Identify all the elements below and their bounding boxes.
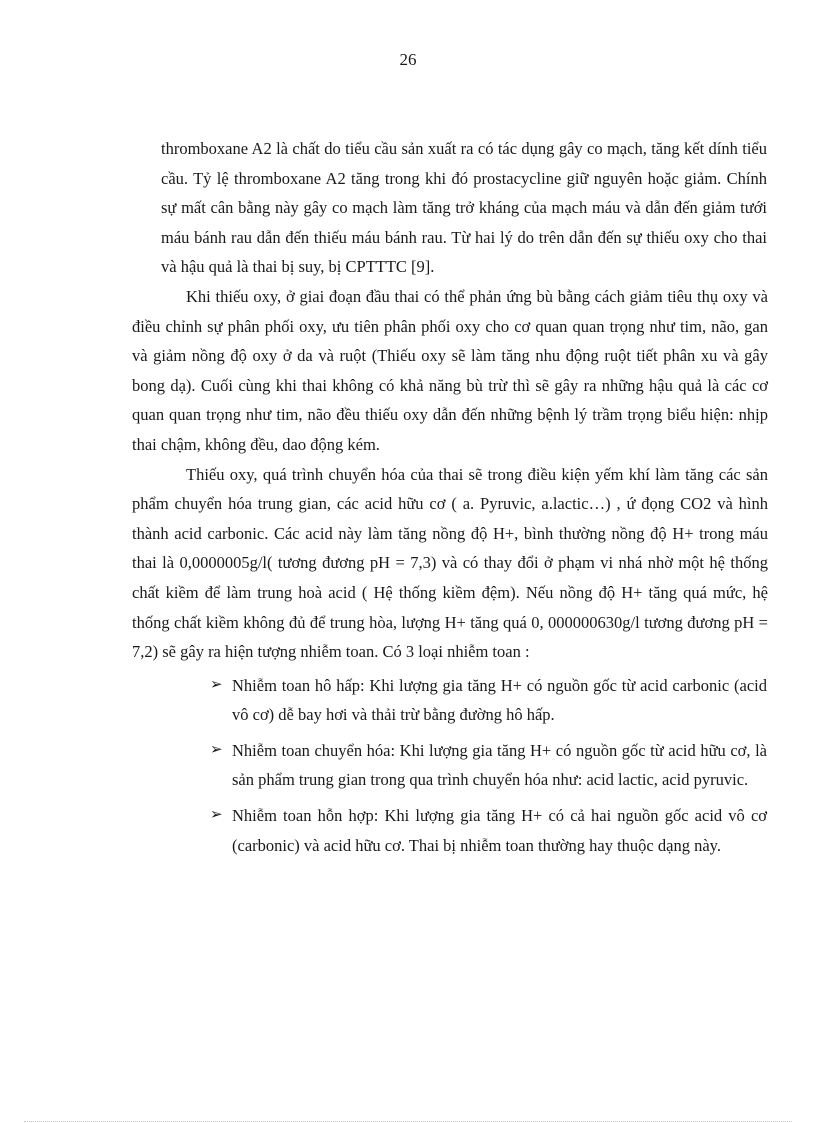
- list-item-respiratory-acidosis: [210, 671, 767, 730]
- arrow-bullet-icon: ➢: [210, 741, 223, 758]
- page-number: 26: [399, 50, 417, 69]
- list-item-metabolic-acidosis: [210, 736, 767, 795]
- acidosis-types-list: [0, 671, 816, 861]
- document-body: [0, 134, 816, 860]
- page-bottom-divider: [24, 1121, 792, 1122]
- list-item-text: Nhiễm toan chuyển hóa: Khi lượng gia tăng H+ có nguồn gốc từ acid hữu cơ, là sản phẩm trung gian trong qua trình chuyển hóa như: acid lactic, acid pyruvic.: [232, 740, 767, 790]
- arrow-bullet-icon: ➢: [210, 676, 223, 693]
- paragraph-thromboxane: thromboxane A2 là chất do tiểu cầu sản xuất ra có tác dụng gây co mạch, tăng kết dính tiểu cầu. Tỷ lệ thromboxane A2 tăng trong khi đó prostacycline giữ nguyên hoặc giảm. Chính sự mất cân bằng này gây co mạch làm tăng trở kháng của mạch máu và dẫn đến giảm tưới máu bánh rau dẫn đến thiếu máu bánh rau. Từ hai lý do trên dẫn đến sự thiếu oxy cho thai và hậu quả là thai bị suy, bị CPTTTC [9].: [161, 139, 767, 277]
- list-item-text: Nhiễm toan hô hấp: Khi lượng gia tăng H+ có nguồn gốc từ acid carbonic (acid vô cơ) dễ bay hơi và thải trừ bằng đường hô hấp.: [232, 675, 767, 725]
- arrow-bullet-icon: ➢: [210, 807, 223, 824]
- list-item-mixed-acidosis: [210, 801, 767, 860]
- paragraph-oxygen-deficiency: Khi thiếu oxy, ở giai đoạn đầu thai có thể phản ứng bù bằng cách giảm tiêu thụ oxy và điều chỉnh sự phân phối oxy, ưu tiên phân phối oxy cho cơ quan quan trọng như tim, não, gan và giảm nồng độ oxy ở da và ruột (Thiếu oxy sẽ làm tăng nhu động ruột tiết phân xu và gây bong dạ). Cuối cùng khi thai không có khả năng bù trừ thì sẽ gây ra những hậu quả là các cơ quan quan trọng như tim, não đều thiếu oxy dẫn đến những bệnh lý trầm trọng biểu hiện: nhịp thai chậm, không đều, dao động kém.: [132, 286, 768, 454]
- paragraph-acidosis: Thiếu oxy, quá trình chuyển hóa của thai sẽ trong điều kiện yếm khí làm tăng các sản phẩm chuyển hóa trung gian, các acid hữu cơ ( a. Pyruvic, a.lactic…) , ứ đọng CO2 và hình thành acid carbonic. Các acid này làm tăng nồng độ H+, bình thường nồng độ H+ trong máu thai là 0,0000005g/l( tương đương pH = 7,3) và có thay đổi ở phạm vi nhá nhờ một hệ thống chất kiềm để làm trung hoà acid ( Hệ thống kiềm đệm). Nếu nồng độ H+ tăng quá mức, hệ thống chất kiềm không đủ để trung hòa, lượng H+ tăng quá 0, 000000630g/l tương đương pH = 7,2) sẽ gây ra hiện tượng nhiễm toan. Có 3 loại nhiễm toan :: [132, 464, 768, 662]
- list-item-text: Nhiễm toan hỗn hợp: Khi lượng gia tăng H+ có cả hai nguồn gốc acid vô cơ (carbonic) và acid hữu cơ. Thai bị nhiễm toan thường hay thuộc dạng này.: [232, 806, 767, 855]
